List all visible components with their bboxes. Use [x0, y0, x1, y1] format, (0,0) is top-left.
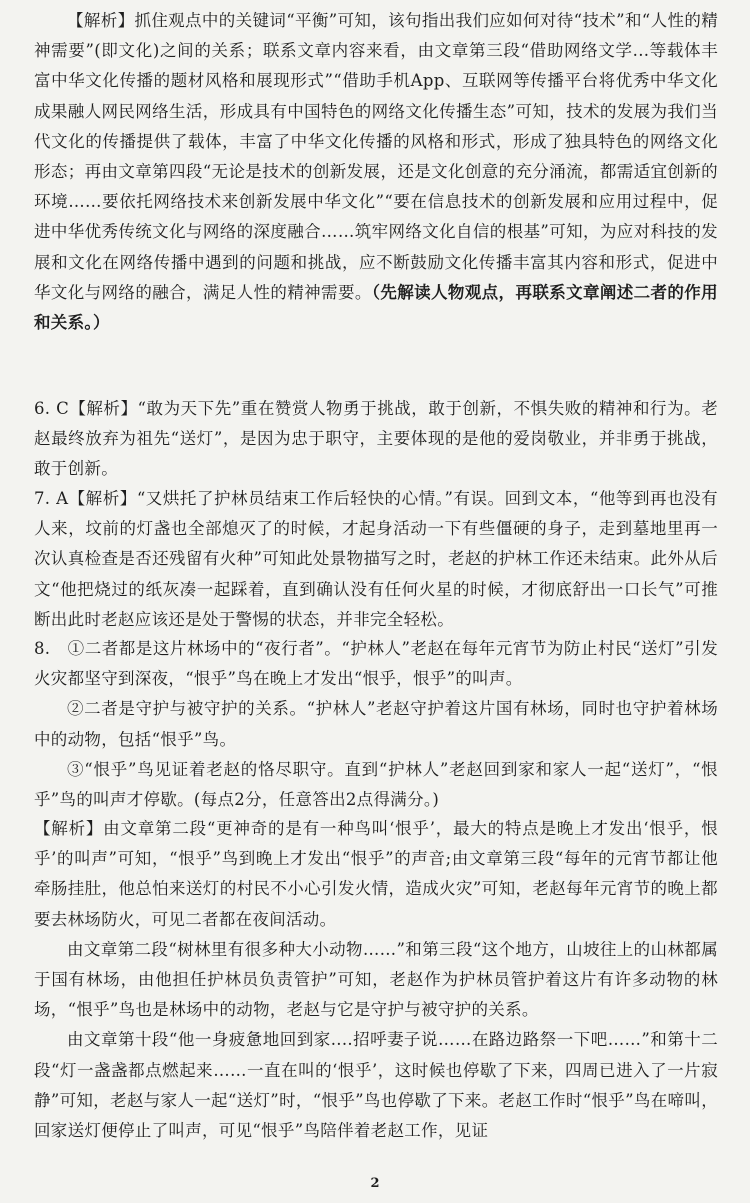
- analysis-paragraph-top: [34, 6, 718, 338]
- q8-point-2: ②二者是守护与被守护的关系。“护林人”老赵守护着这片国有林场，同时也守护着林场中的动物，包括“恨乎”鸟。: [34, 699, 718, 749]
- analysis-para-1: 【解析】由文章第二段“更神奇的是有一种鸟叫‘恨乎’，最大的特点是晚上才发出‘恨乎，恨乎’的叫声”可知，“恨乎”鸟到晚上才发出“恨乎”的声音;由文章第三段“每年的元宵节都让他牵肠挂肚，他总怕来送灯的村民不小心引发火情，造成火灾”可知，老赵每年元宵节的晚上都要去林场防火，可见二者都在夜间活动。: [34, 819, 718, 929]
- analysis-para-3: 由文章第十段“他一身疲惫地回到家....招呼妻子说……在路边路祭一下吧……”和第十二段“灯一盏盏都点燃起来……一直在叫的‘恨乎’，这时候也停歇了下来，四周已进入了一片寂静”可知，老赵与家人一起“送灯”时，“恨乎”鸟也停歇了下来。老赵工作时“恨乎”鸟在啼叫，回家送灯便停止了叫声，可见“恨乎”鸟陪伴着老赵工作，见证: [34, 1030, 718, 1141]
- question-8: [34, 634, 718, 815]
- question-6: [34, 394, 718, 485]
- question-8-analysis: [34, 814, 718, 1146]
- question-7: [34, 484, 718, 635]
- question-7-text: 7. A【解析】“又烘托了护林员结束工作后轻快的心情。”有误。回到文本，“他等到再也没有人来，坟前的灯盏也全部熄灭了的时候，才起身活动一下有些僵硬的身子，走到墓地里再一次认真检查是否还残留有火种”可知此处景物描写之时，老赵的护林工作还未结束。此外从后文“他把烧过的纸灰凑一起踩着，直到确认没有任何火星的时候，才彻底舒出一口长气”可推断出此时老赵应该还是处于警惕的状态，并非完全轻松。: [34, 489, 718, 629]
- q8-point-1: 8. ①二者都是这片林场中的“夜行者”。“护林人”老赵在每年元宵节为防止村民“送灯”引发火灾都坚守到深夜，“恨乎”鸟在晚上才发出“恨乎，恨乎”的叫声。: [34, 639, 718, 689]
- page-number: 2: [370, 1176, 380, 1191]
- analysis-tip: （先解读人物观点，再联系文章阐述二者的作用和关系。）: [34, 282, 718, 333]
- question-6-text: 6. C【解析】“敢为天下先”重在赞赏人物勇于挑战，敢于创新，不惧失败的精神和行为。老赵最终放弃为祖先“送灯”，是因为忠于职守，主要体现的是他的爱岗敬业，并非勇于挑战，敢于创新。: [34, 399, 718, 479]
- analysis-para-2: 由文章第二段“树林里有很多种大小动物……”和第三段“这个地方，山坡往上的山林都属于国有林场，由他担任护林员负责管护”可知，老赵作为护林员管护着这片有许多动物的林场，“恨乎”鸟也是林场中的动物，老赵与它是守护与被守护的关系。: [34, 939, 718, 1020]
- q8-point-3: ③“恨乎”鸟见证着老赵的恪尽职守。直到“护林人”老赵回到家和家人一起“送灯”，“恨乎”鸟的叫声才停歇。(每点2分，任意答出2点得满分。): [34, 759, 718, 810]
- analysis-text: 【解析】抓住观点中的关键词“平衡”可知，该句指出我们应如何对待“技术”和“人性的精神需要”(即文化)之间的关系；联系文章内容来看，由文章第三段“借助网络文学...等载体丰富中华文化传播的题材风格和展现形式”“借助手机App、互联网等传播平台将优秀中华文化成果融人网民网络生活，形成具有中国特色的网络文化传播生态”可知，技术的发展为我们当代文化的传播提供了载体，丰富了中华文化传播的风格和形式，形成了独具特色的网络文化形态；再由文章第四段“无论是技术的创新发展，还是文化创意的充分涌流，都需适宜创新的环境……要依托网络技术来创新发展中华文化”“要在信息技术的创新发展和应用过程中，促进中华优秀传统文化与网络的深度融合……筑牢网络文化自信的根基”可知，为应对科技的发展和文化在网络传播中遇到的问题和挑战，应不断鼓励文化传播丰富其内容和形式，促进中华文化与网络的融合，满足人性的精神需要。: [34, 11, 718, 302]
